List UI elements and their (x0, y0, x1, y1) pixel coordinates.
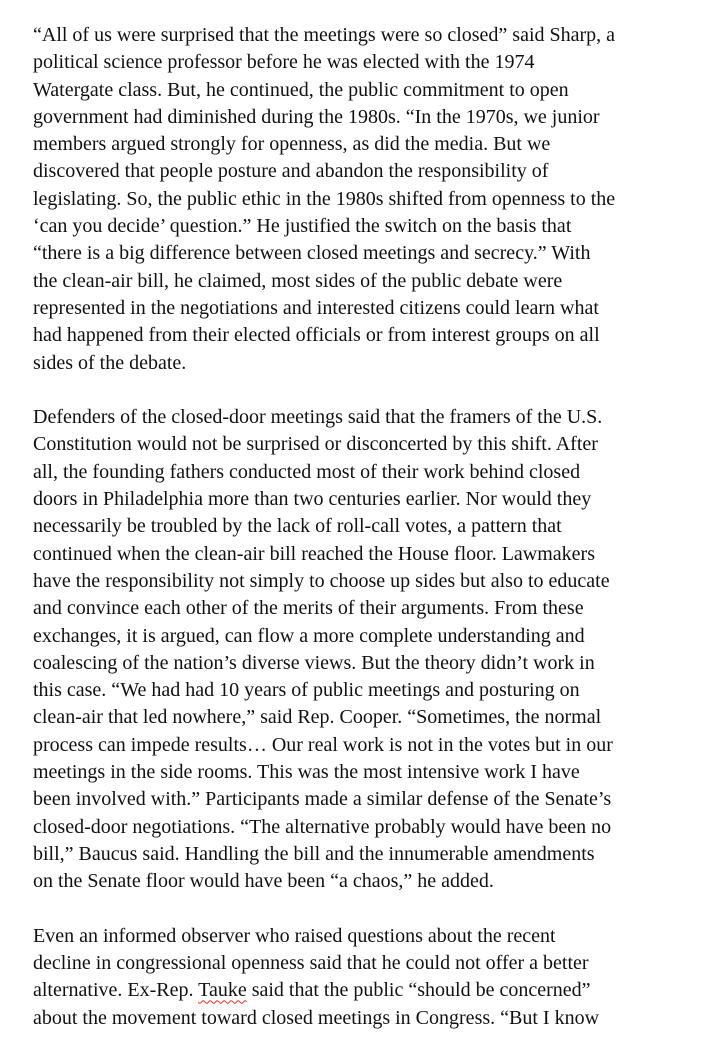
text-line: this case. “We had had 10 years of public meetings and posturing on (33, 679, 580, 702)
text-line: process can impede results… Our real work is not in the votes but in our (33, 733, 613, 756)
text-line: closed-door negotiations. “The alternative probably would have been no (33, 815, 612, 838)
text-line: coalescing of the nation’s diverse views. But the theory didn’t work in (33, 651, 595, 674)
text-line: bill,” Baucus said. Handling the bill and the innumerable amendments (33, 842, 595, 865)
text-line: about the movement toward closed meetings in Congress. “But I know (33, 1006, 600, 1029)
text-line: and convince each other of the merits of their arguments. From these (33, 597, 584, 620)
text-line: government had diminished during the 1980s. “In the 1970s, we junior (33, 105, 600, 128)
text-line: “All of us were surprised that the meetings were so closed” said Sharp, a (33, 24, 616, 46)
text-line: exchanges, it is argued, can flow a more complete understanding and (33, 624, 585, 647)
document-page (33, 22, 703, 1059)
text-line: sides of the debate. (33, 351, 187, 374)
paragraph-2 (33, 404, 703, 895)
paragraph-3 (33, 923, 703, 1032)
text-line: political science professor before he was elected with the 1974 (33, 51, 535, 74)
text-segment: alternative. Ex-Rep. (33, 979, 199, 1002)
text-line: on the Senate floor would have been “a chaos,” he added. (33, 870, 494, 893)
text-line: necessarily be troubled by the lack of roll-call votes, a pattern that (33, 515, 562, 538)
paragraph-1 (33, 22, 703, 377)
text-line: “there is a big difference between closed meetings and secrecy.” With (33, 242, 591, 265)
text-line: ‘can you decide’ question.” He justified the switch on the basis that (33, 215, 572, 238)
spellcheck-flagged-word[interactable]: Tauke (198, 979, 247, 1002)
text-line: Constitution would not be surprised or disconcerted by this shift. After (33, 433, 598, 456)
text-line: members argued strongly for openness, as did the media. But we (33, 133, 551, 156)
text-line: decline in congressional openness said that he could not offer a better (33, 952, 589, 975)
text-line: legislating. So, the public ethic in the 1980s shifted from openness to the (33, 187, 616, 210)
text-line: Even an informed observer who raised questions about the recent (33, 924, 556, 947)
text-line: all, the founding fathers conducted most of their work behind closed (33, 460, 581, 483)
text-line: had happened from their elected officials or from interest groups on all (33, 324, 600, 347)
text-line: discovered that people posture and abandon the responsibility of (33, 160, 549, 183)
text-line: meetings in the side rooms. This was the most intensive work I have (33, 761, 580, 784)
text-line: the clean-air bill, he claimed, most sides of the public debate were (33, 269, 563, 292)
text-line: been involved with.” Participants made a similar defense of the Senate’s (33, 788, 612, 811)
text-line: represented in the negotiations and interested citizens could learn what (33, 296, 599, 319)
text-line: doors in Philadelphia more than two centuries earlier. Nor would they (33, 488, 592, 511)
text-line: clean-air that led nowhere,” said Rep. Cooper. “Sometimes, the normal (33, 706, 602, 729)
text-line: Defenders of the closed-door meetings said that the framers of the U.S. (33, 406, 603, 429)
text-line: Watergate class. But, he continued, the public commitment to open (33, 78, 569, 101)
text-line: continued when the clean-air bill reached the House floor. Lawmakers (33, 542, 596, 565)
text-line: have the responsibility not simply to choose up sides but also to educate (33, 569, 610, 592)
text-segment: said that the public “should be concerned” (251, 979, 591, 1002)
text-line-with-flag (33, 977, 703, 1004)
